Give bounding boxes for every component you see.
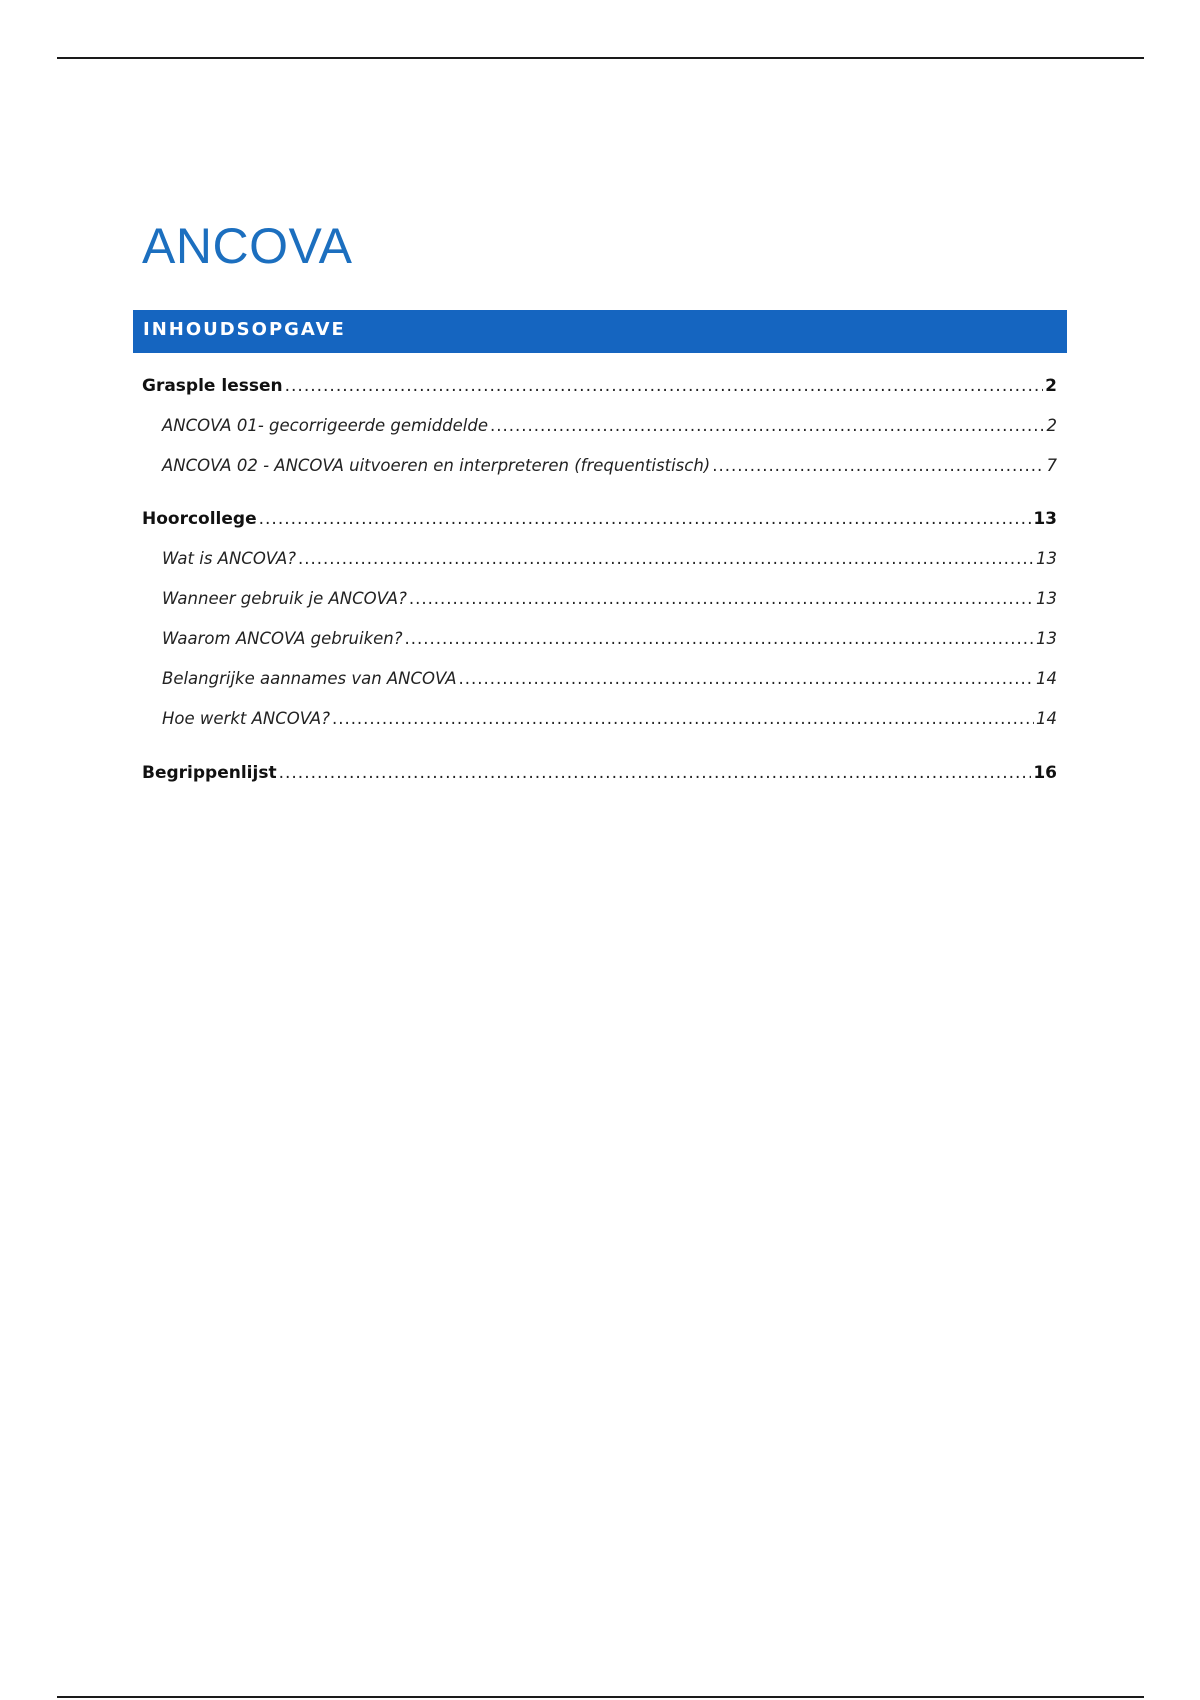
- toc-dot-leader: [259, 505, 1032, 533]
- toc-entry-label: Hoe werkt ANCOVA?: [162, 709, 330, 728]
- toc-entry-page: 16: [1033, 763, 1057, 783]
- toc-dot-leader: [409, 585, 1034, 613]
- toc-entry[interactable]: [162, 585, 1057, 613]
- toc-entry[interactable]: [162, 452, 1057, 480]
- toc-entry-page: 13: [1036, 589, 1057, 608]
- toc-dot-leader: [279, 759, 1032, 787]
- toc-dot-leader: [490, 412, 1045, 440]
- toc-entry-page: 7: [1046, 456, 1057, 475]
- toc-entry[interactable]: [142, 372, 1057, 400]
- toc-entry-label: ANCOVA 01- gecorrigeerde gemiddelde: [162, 416, 488, 435]
- toc-entry-label: ANCOVA 02 - ANCOVA uitvoeren en interpreteren (frequentistisch): [162, 456, 711, 475]
- footer-rule: [57, 1696, 1144, 1698]
- toc-entry-page: 14: [1036, 709, 1057, 728]
- toc-entry-page: 2: [1045, 376, 1057, 396]
- toc-dot-leader: [712, 452, 1044, 480]
- toc-dot-leader: [332, 705, 1034, 733]
- document-title: ANCOVA: [142, 218, 353, 274]
- toc-entry-label: Begrippenlijst: [142, 763, 277, 783]
- toc-entry[interactable]: [162, 705, 1057, 733]
- toc-entry-label: Waarom ANCOVA gebruiken?: [162, 629, 403, 648]
- toc-entry-label: Belangrijke aannames van ANCOVA: [162, 669, 457, 688]
- toc-entry-label: Wanneer gebruik je ANCOVA?: [162, 589, 407, 608]
- toc-dot-leader: [459, 665, 1035, 693]
- toc-entry-page: 13: [1033, 509, 1057, 529]
- toc-entry[interactable]: [162, 412, 1057, 440]
- toc-dot-leader: [285, 372, 1044, 400]
- toc-entry-label: Wat is ANCOVA?: [162, 549, 297, 568]
- toc-heading-banner: [133, 310, 1067, 353]
- header-rule: [57, 57, 1144, 59]
- toc-entry[interactable]: [142, 505, 1057, 533]
- toc-heading: INHOUDSOPGAVE: [143, 319, 346, 340]
- toc-dot-leader: [298, 545, 1034, 573]
- toc-entry-page: 13: [1036, 549, 1057, 568]
- toc-entry-label: Hoorcollege: [142, 509, 257, 529]
- toc-entry-page: 14: [1036, 669, 1057, 688]
- toc-entry[interactable]: [162, 545, 1057, 573]
- toc-entry[interactable]: [162, 625, 1057, 653]
- toc-dot-leader: [405, 625, 1034, 653]
- toc-entry-page: 13: [1036, 629, 1057, 648]
- toc-entry-label: Grasple lessen: [142, 376, 283, 396]
- toc-entry[interactable]: [142, 759, 1057, 787]
- toc-entry[interactable]: [162, 665, 1057, 693]
- toc-entry-page: 2: [1046, 416, 1057, 435]
